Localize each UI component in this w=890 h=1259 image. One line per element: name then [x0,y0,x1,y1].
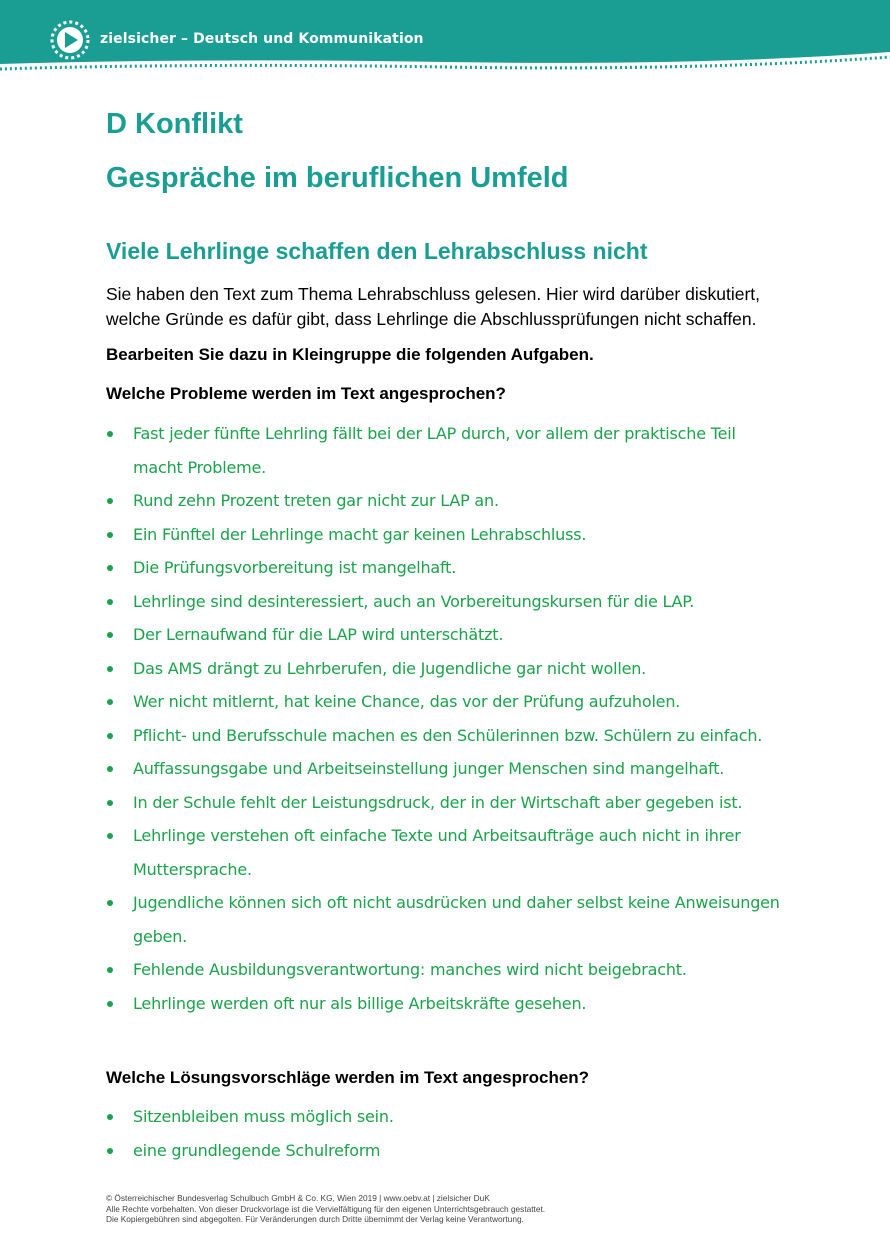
list-item: Fehlende Ausbildungsverantwortung: manches wird nicht beigebracht. [106,953,786,987]
section-title: Viele Lehrlinge schaffen den Lehrabschluss nicht [106,238,648,264]
bullet-icon [107,599,113,605]
list-item: Das AMS drängt zu Lehrberufen, die Jugendliche gar nicht wollen. [106,652,786,686]
list-item: Lehrlinge werden oft nur als billige Arbeitskräfte gesehen. [106,987,786,1021]
bullet-icon [107,800,113,806]
bullet-icon [107,565,113,571]
bullet-icon [107,833,113,839]
list-item: Lehrlinge sind desinteressiert, auch an Vorbereitungskursen für die LAP. [106,585,786,619]
list-item: Pflicht- und Berufsschule machen es den Schülerinnen bzw. Schülern zu einfach. [106,719,786,753]
bullet-icon [107,1148,113,1154]
list-item: Lehrlinge verstehen oft einfache Texte und Arbeitsaufträge auch nicht in ihrer Muttersprache. [106,819,786,886]
brand-title: zielsicher – Deutsch und Kommunikation [100,31,424,47]
list-item: Sitzenbleiben muss möglich sein. [106,1100,786,1134]
list-item: Die Prüfungsvorbereitung ist mangelhaft. [106,551,786,585]
list-item: Ein Fünftel der Lehrlinge macht gar keinen Lehrabschluss. [106,518,786,552]
intro-text: Sie haben den Text zum Thema Lehrabschluss gelesen. Hier wird darüber diskutiert, welche Gründe es dafür gibt, dass Lehrlinge die Abschlussprüfungen nicht schaffen. [106,284,761,329]
bullet-icon [107,532,113,538]
list-item: Auffassungsgabe und Arbeitseinstellung junger Menschen sind mangelhaft. [106,752,786,786]
bullet-icon [107,431,113,437]
list-item: Jugendliche können sich oft nicht ausdrücken und daher selbst keine Anweisungen geben. [106,886,786,953]
list-item: Fast jeder fünfte Lehrling fällt bei der LAP durch, vor allem der praktische Teil macht Probleme. [106,417,786,484]
solutions-list [106,1100,786,1167]
bullet-icon [107,766,113,772]
task-instruction: Bearbeiten Sie dazu in Kleingruppe die folgenden Aufgaben. [106,345,594,364]
list-item: Der Lernaufwand für die LAP wird unterschätzt. [106,618,786,652]
list-item: In der Schule fehlt der Leistungsdruck, der in der Wirtschaft aber gegeben ist. [106,786,786,820]
page-header [0,0,890,80]
bullet-icon [107,498,113,504]
bullet-icon [107,733,113,739]
problems-question: Welche Probleme werden im Text angesprochen? [106,384,506,403]
page-subtitle: Gespräche im beruflichen Umfeld [106,162,569,194]
fees-line: Die Kopiergebühren sind abgegolten. Für Veränderungen durch Dritte übernimmt der Verlag keine Verantwortung. [106,1214,524,1224]
solutions-question: Welche Lösungsvorschläge werden im Text angesprochen? [106,1068,590,1087]
rights-line: Alle Rechte vorbehalten. Von dieser Druckvorlage ist die Vervielfältigung für den eigenen Unterrichtsgebrauch gestattet. [106,1203,546,1214]
bullet-icon [107,1001,113,1007]
page-footer [106,1193,545,1225]
copyright-line: © Österreichischer Bundesverlag Schulbuch GmbH & Co. KG, Wien 2019 | www.oebv.at | zielsicher DuK [106,1193,490,1203]
list-item: Rund zehn Prozent treten gar nicht zur LAP an. [106,484,786,518]
list-item: eine grundlegende Schulreform [106,1134,786,1168]
bullet-icon [107,1114,113,1120]
problems-list [106,417,786,1020]
list-item: Wer nicht mitlernt, hat keine Chance, das vor der Prüfung aufzuholen. [106,685,786,719]
bullet-icon [107,666,113,672]
bullet-icon [107,900,113,906]
bullet-icon [107,699,113,705]
bullet-icon [107,967,113,973]
page-title: D Konflikt [106,108,243,140]
bullet-icon [107,632,113,638]
